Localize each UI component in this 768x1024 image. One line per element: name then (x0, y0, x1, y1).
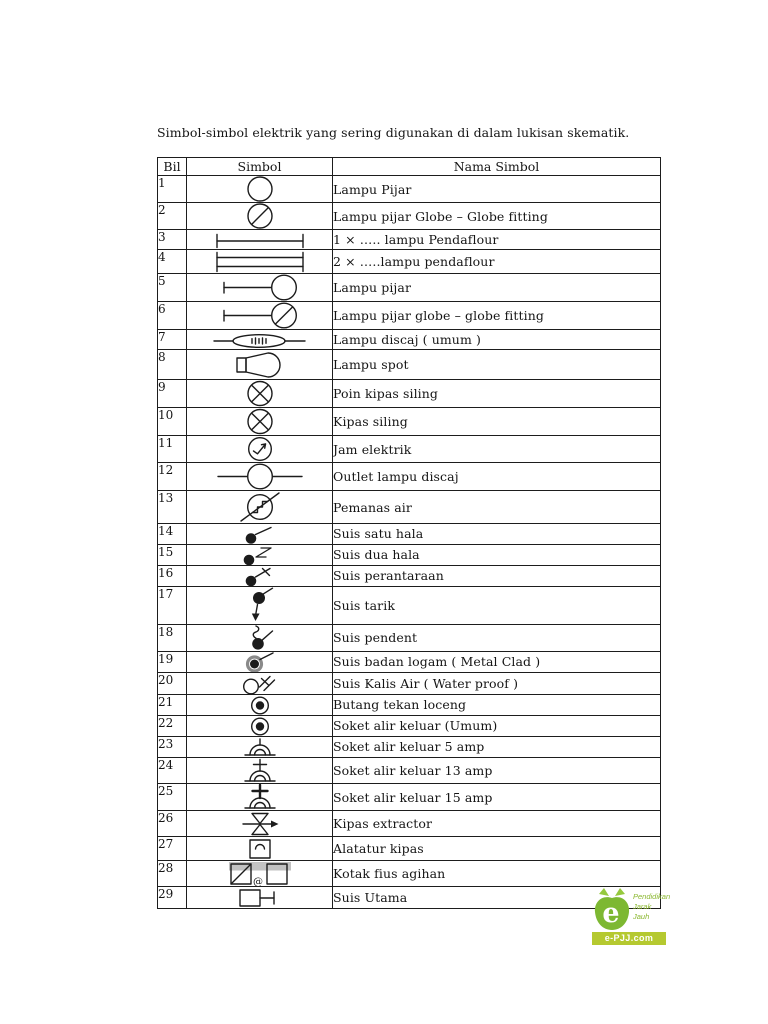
electrical-symbols-table (157, 157, 661, 909)
logo-site-banner: e-PJJ.com (592, 932, 666, 945)
tagline-line: Jarak (633, 902, 652, 911)
electric-clock-icon (187, 436, 333, 463)
table-row (158, 715, 661, 736)
symbol-name: Lampu Pijar (333, 176, 661, 203)
symbol-name: Suis Kalis Air ( Water proof ) (333, 673, 661, 695)
table-row (158, 624, 661, 651)
tagline-line: Jauh (633, 912, 650, 921)
symbol-name: Lampu pijar (333, 274, 661, 302)
row-number: 12 (158, 463, 187, 491)
table-row (158, 274, 661, 302)
row-number: 14 (158, 524, 187, 545)
switch-metal-clad-icon (187, 651, 333, 673)
table-row (158, 887, 661, 909)
table-row (158, 736, 661, 758)
symbol-name: Soket alir keluar 15 amp (333, 784, 661, 811)
symbol-name: Jam elektrik (333, 436, 661, 463)
table-row (158, 176, 661, 203)
table-row (158, 784, 661, 811)
ceiling-fan-icon (187, 408, 333, 436)
table-row (158, 330, 661, 350)
table-header-row (158, 158, 661, 176)
symbol-name: Alatatur kipas (333, 837, 661, 861)
symbol-name: Kotak fius agihan (333, 861, 661, 887)
table-row (158, 380, 661, 408)
symbol-name: Suis badan logam ( Metal Clad ) (333, 651, 661, 673)
symbol-name: Lampu discaj ( umum ) (333, 330, 661, 350)
table-row (158, 463, 661, 491)
symbol-name: Lampu pijar globe – globe fitting (333, 302, 661, 330)
table-row (158, 861, 661, 887)
row-number: 25 (158, 784, 187, 811)
tagline-line: Pendidikan (633, 892, 671, 901)
incandescent-lamp-icon (187, 176, 333, 203)
socket-13amp-icon (187, 758, 333, 784)
symbol-name: Kipas siling (333, 408, 661, 436)
row-number: 8 (158, 350, 187, 380)
row-number: 20 (158, 673, 187, 695)
row-number: 24 (158, 758, 187, 784)
table-row (158, 408, 661, 436)
row-number: 23 (158, 736, 187, 758)
svg-text:@: @ (252, 876, 263, 886)
symbol-name: Lampu pijar Globe – Globe fitting (333, 203, 661, 230)
symbol-name: Lampu spot (333, 350, 661, 380)
switch-one-way-icon (187, 524, 333, 545)
symbol-name: Pemanas air (333, 491, 661, 524)
symbol-name: Soket alir keluar (Umum) (333, 715, 661, 736)
logo-letter-e: e (602, 898, 620, 929)
symbol-name: Soket alir keluar 13 amp (333, 758, 661, 784)
symbol-name: 1 × ….. lampu Pendaflour (333, 230, 661, 250)
symbol-name: Poin kipas siling (333, 380, 661, 408)
column-header-bil: Bil (158, 158, 187, 176)
symbol-name: Suis dua hala (333, 544, 661, 565)
row-number: 26 (158, 811, 187, 837)
table-row (158, 694, 661, 715)
main-switch-icon (187, 887, 333, 909)
discharge-lamp-icon (187, 330, 333, 350)
row-number: 10 (158, 408, 187, 436)
column-header-nama-simbol: Nama Simbol (333, 158, 661, 176)
row-number: 29 (158, 887, 187, 909)
fuse-box-icon (187, 861, 333, 887)
row-number: 9 (158, 380, 187, 408)
bell-push-icon (187, 694, 333, 715)
table-row (158, 565, 661, 586)
symbol-name: Soket alir keluar 5 amp (333, 736, 661, 758)
socket-5amp-icon (187, 736, 333, 758)
row-number: 13 (158, 491, 187, 524)
symbol-name: Suis satu hala (333, 524, 661, 545)
page-title: Simbol-simbol elektrik yang sering digunakan di dalam lukisan skematik. (157, 125, 630, 140)
column-header-simbol: Simbol (187, 158, 333, 176)
row-number: 19 (158, 651, 187, 673)
ceiling-fan-point-icon (187, 380, 333, 408)
row-number: 22 (158, 715, 187, 736)
table-row (158, 524, 661, 545)
symbol-name: Suis perantaraan (333, 565, 661, 586)
switch-pull-icon (187, 586, 333, 624)
socket-outlet-icon (187, 715, 333, 736)
row-number: 1 (158, 176, 187, 203)
table-row (158, 651, 661, 673)
row-number: 2 (158, 203, 187, 230)
symbol-name: Suis Utama (333, 887, 661, 909)
table-row (158, 203, 661, 230)
discharge-outlet-icon (187, 463, 333, 491)
socket-15amp-icon (187, 784, 333, 811)
water-heater-icon (187, 491, 333, 524)
table-row (158, 837, 661, 861)
symbol-name: Butang tekan loceng (333, 694, 661, 715)
table-row (158, 250, 661, 274)
wall-globe-lamp-icon (187, 302, 333, 330)
row-number: 3 (158, 230, 187, 250)
table-row (158, 673, 661, 695)
switch-waterproof-icon (187, 673, 333, 695)
table-row (158, 350, 661, 380)
row-number: 28 (158, 861, 187, 887)
symbol-name: 2 × …..lampu pendaflour (333, 250, 661, 274)
fluorescent-double-icon (187, 250, 333, 274)
table-row (158, 544, 661, 565)
row-number: 6 (158, 302, 187, 330)
row-number: 15 (158, 544, 187, 565)
fan-regulator-icon (187, 837, 333, 861)
epjj-logo (592, 885, 671, 947)
row-number: 27 (158, 837, 187, 861)
wall-lamp-icon (187, 274, 333, 302)
fluorescent-single-icon (187, 230, 333, 250)
switch-pendant-icon (187, 624, 333, 651)
row-number: 7 (158, 330, 187, 350)
apple-logo-icon (592, 885, 632, 935)
spot-lamp-icon (187, 350, 333, 380)
row-number: 17 (158, 586, 187, 624)
table-row (158, 230, 661, 250)
logo-tagline (633, 892, 670, 922)
row-number: 11 (158, 436, 187, 463)
symbol-name: Suis pendent (333, 624, 661, 651)
table-row (158, 302, 661, 330)
table-row (158, 436, 661, 463)
table-row (158, 811, 661, 837)
extractor-fan-icon (187, 811, 333, 837)
row-number: 4 (158, 250, 187, 274)
symbol-name: Kipas extractor (333, 811, 661, 837)
table-row (158, 758, 661, 784)
row-number: 5 (158, 274, 187, 302)
switch-two-way-icon (187, 544, 333, 565)
table-row (158, 491, 661, 524)
table-row (158, 586, 661, 624)
row-number: 18 (158, 624, 187, 651)
globe-lamp-icon (187, 203, 333, 230)
symbol-name: Outlet lampu discaj (333, 463, 661, 491)
row-number: 16 (158, 565, 187, 586)
symbol-name: Suis tarik (333, 586, 661, 624)
switch-intermediate-icon (187, 565, 333, 586)
row-number: 21 (158, 694, 187, 715)
